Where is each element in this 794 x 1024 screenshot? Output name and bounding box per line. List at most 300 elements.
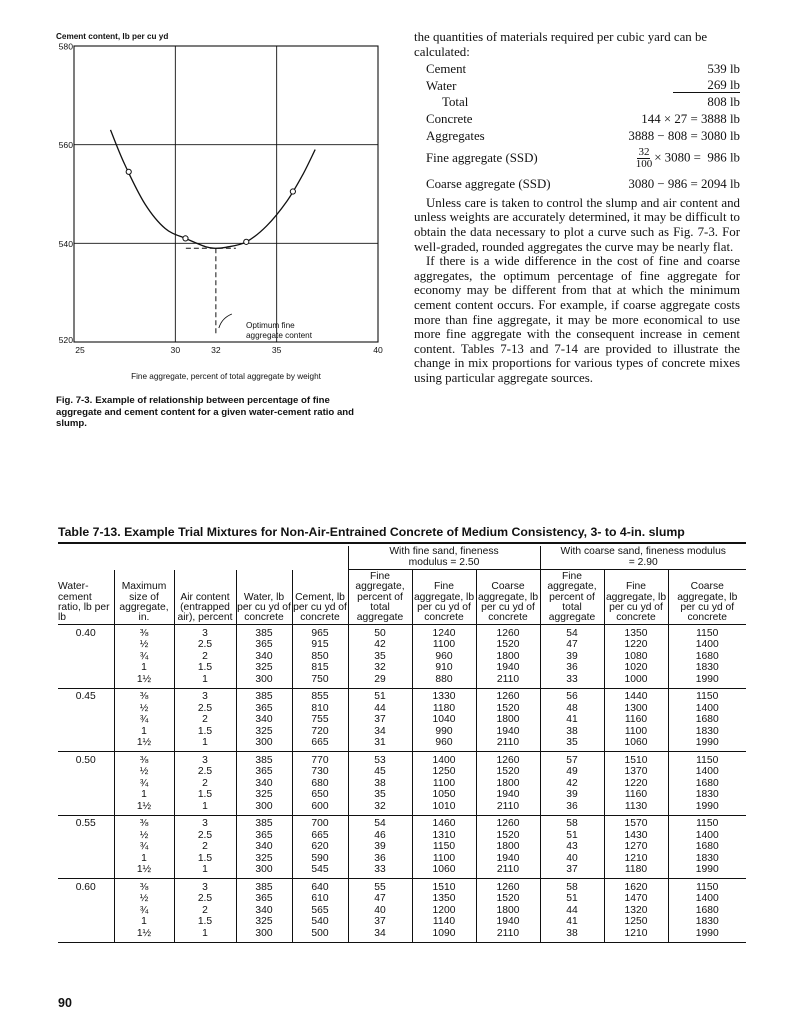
table-cell: 1310 (412, 829, 476, 841)
table-cell: 36 (540, 800, 604, 815)
table-cell: 325 (236, 662, 292, 674)
cell-water-cement-ratio (58, 829, 114, 841)
cell-water-cement-ratio: 0.50 (75, 754, 96, 766)
table-cell: 49 (540, 766, 604, 778)
cell-water-cement-ratio (58, 777, 114, 789)
table-row (58, 864, 746, 879)
table-cell: 34 (348, 725, 412, 737)
table-cell: 1 (114, 916, 174, 928)
x-tick-label: 35 (271, 345, 282, 355)
cell-water-cement-ratio (58, 916, 114, 928)
table-cell: 1½ (114, 673, 174, 688)
table-cell: 960 (412, 650, 476, 662)
table-cell: 665 (292, 829, 348, 841)
table-row (58, 688, 746, 702)
calc-value: 539 lb (707, 62, 740, 77)
table-cell: 325 (236, 916, 292, 928)
group-header-coarse-sand: With coarse sand, fineness modulus = 2.90 (540, 546, 746, 570)
plot-frame (74, 46, 378, 342)
table-cell: 1520 (476, 893, 540, 905)
calc-label: Total (442, 95, 469, 110)
table-cell: 1220 (604, 777, 668, 789)
table-row (58, 879, 746, 893)
y-tick-label: 520 (58, 335, 73, 345)
table-cell: 1160 (604, 789, 668, 801)
x-tick-label: 30 (170, 345, 181, 355)
table-cell: ¾ (114, 904, 174, 916)
table-cell: 365 (236, 766, 292, 778)
cement-content-chart (56, 30, 396, 390)
table-cell: 340 (236, 904, 292, 916)
page-number: 90 (58, 996, 72, 1010)
cell-water-cement-ratio: 0.60 (75, 881, 96, 893)
x-tick-label: 32 (211, 345, 221, 355)
table-cell: 51 (540, 829, 604, 841)
table-cell: 42 (540, 777, 604, 789)
x-tick-label: 25 (75, 345, 85, 355)
figure-caption-label: Fig. 7-3. (56, 395, 93, 406)
table-cell: 680 (292, 777, 348, 789)
calc-row-coarse-aggregate (414, 175, 740, 192)
table-cell: 3 (174, 688, 236, 702)
figure-caption-text: Example of relationship between percentage of fine aggregate and cement content for a given water-cement ratio and slump. (56, 395, 355, 430)
table-cell: 1370 (604, 766, 668, 778)
table-row (58, 777, 746, 789)
table-cell: 385 (236, 752, 292, 766)
table-cell: 755 (292, 714, 348, 726)
table-cell: 2110 (476, 800, 540, 815)
table-cell: ⅜ (114, 625, 174, 639)
table-cell: 34 (348, 927, 412, 942)
table-cell: 1400 (668, 702, 746, 714)
table-row (58, 904, 746, 916)
calc-row-aggregates (414, 127, 740, 144)
table-cell: 565 (292, 904, 348, 916)
table-cell: 300 (236, 927, 292, 942)
table-cell: ⅜ (114, 688, 174, 702)
calc-value: 3888 − 808 = 3080 lb (628, 128, 740, 143)
table-cell: 40 (540, 852, 604, 864)
col-header-fine-pct-fine-sand: Fine aggregate, percent of total aggregate (348, 570, 412, 625)
table-cell: 340 (236, 777, 292, 789)
table-cell: 32 (348, 800, 412, 815)
table-cell: 1250 (604, 916, 668, 928)
cell-water-cement-ratio (58, 800, 114, 815)
cell-water-cement-ratio (58, 904, 114, 916)
curve-marker (183, 236, 188, 241)
table-cell: 750 (292, 673, 348, 688)
table-cell: 42 (348, 639, 412, 651)
table-cell: 56 (540, 688, 604, 702)
table-cell: 730 (292, 766, 348, 778)
group-header-row (58, 546, 746, 570)
table-cell: 2 (174, 904, 236, 916)
table-cell: 3 (174, 879, 236, 893)
table-cell: 385 (236, 688, 292, 702)
calc-row-water (414, 77, 740, 94)
table-cell: 2.5 (174, 702, 236, 714)
table-row (58, 662, 746, 674)
table-cell: 500 (292, 927, 348, 942)
table-cell: 1150 (412, 841, 476, 853)
col-header-coarse-lb-fine-sand: Coarse aggregate, lb per cu yd of concrete (476, 570, 540, 625)
table-cell: 915 (292, 639, 348, 651)
table-row (58, 893, 746, 905)
calc-value: 144 × 27 = 3888 lb (641, 111, 740, 126)
table-cell: 770 (292, 752, 348, 766)
calc-value: 808 lb (707, 95, 740, 110)
table-cell: 1260 (476, 815, 540, 829)
table-cell: 1800 (476, 904, 540, 916)
table-cell: 1990 (668, 864, 746, 879)
table-cell: 300 (236, 673, 292, 688)
table-cell: 1260 (476, 625, 540, 639)
table-cell: 1010 (412, 800, 476, 815)
table-cell: 590 (292, 852, 348, 864)
fraction-numerator: 32 (638, 145, 650, 158)
table-cell: 1060 (604, 737, 668, 752)
table-cell: 1990 (668, 673, 746, 688)
table-cell: 1680 (668, 841, 746, 853)
table-cell: 1990 (668, 800, 746, 815)
optimum-annotation-line-1: Optimum fine (246, 321, 295, 330)
table-cell: 2110 (476, 673, 540, 688)
cell-water-cement-ratio: 0.55 (75, 818, 96, 829)
cell-water-cement-ratio (58, 673, 114, 688)
cell-water-cement-ratio (58, 650, 114, 662)
table-cell: 325 (236, 789, 292, 801)
table-cell: 1510 (412, 879, 476, 893)
table-row (58, 650, 746, 662)
table-cell: ½ (114, 702, 174, 714)
table-cell: 1.5 (174, 916, 236, 928)
table-cell: 35 (540, 737, 604, 752)
figure-7-3 (56, 30, 396, 390)
table-cell: 365 (236, 893, 292, 905)
table-cell: 54 (348, 815, 412, 829)
y-tick-label: 540 (58, 238, 73, 249)
table-cell: 1680 (668, 904, 746, 916)
curve-marker (126, 169, 131, 174)
fraction (636, 147, 653, 170)
table-cell: 850 (292, 650, 348, 662)
table-cell: 1 (174, 673, 236, 688)
table-cell: 1240 (412, 625, 476, 639)
table-cell: 1150 (668, 625, 746, 639)
table-cell: 29 (348, 673, 412, 688)
table-cell: 1520 (476, 829, 540, 841)
table-cell: ½ (114, 893, 174, 905)
table-cell: 1320 (604, 904, 668, 916)
table-cell: 1 (114, 789, 174, 801)
y-axis-title: Cement content, lb per cu yd (56, 32, 169, 41)
table-cell: 1460 (412, 815, 476, 829)
table-cell: ¾ (114, 650, 174, 662)
table-cell: 720 (292, 725, 348, 737)
table-cell: 2.5 (174, 829, 236, 841)
table-cell: 54 (540, 625, 604, 639)
table-cell: 1940 (476, 662, 540, 674)
table-row (58, 829, 746, 841)
table-cell: 51 (348, 688, 412, 702)
intro-text: the quantities of materials required per cubic yard can be calculated: (414, 30, 708, 59)
table-cell: 910 (412, 662, 476, 674)
right-column (414, 30, 740, 385)
table-cell: 340 (236, 650, 292, 662)
table-cell: 1210 (604, 927, 668, 942)
table-cell: 340 (236, 714, 292, 726)
table-cell: 2 (174, 777, 236, 789)
table-cell: ½ (114, 766, 174, 778)
cell-water-cement-ratio (58, 639, 114, 651)
table-cell: 55 (348, 879, 412, 893)
table-cell: 1260 (476, 688, 540, 702)
table-cell: 545 (292, 864, 348, 879)
table-cell: 325 (236, 725, 292, 737)
cell-water-cement-ratio (58, 737, 114, 752)
group-header-fine-sand: With fine sand, fineness modulus = 2.50 (348, 546, 540, 570)
curve-marker (290, 189, 295, 194)
table-cell: 1140 (412, 916, 476, 928)
table-cell: 1400 (668, 639, 746, 651)
table-cell: ⅜ (114, 752, 174, 766)
cell-water-cement-ratio (58, 766, 114, 778)
table-cell: 31 (348, 737, 412, 752)
table-cell: 1800 (476, 777, 540, 789)
table-cell: 33 (348, 864, 412, 879)
table-cell: 1300 (604, 702, 668, 714)
table-cell: 58 (540, 879, 604, 893)
cell-water-cement-ratio: 0.45 (75, 691, 96, 702)
table-cell: 1350 (604, 625, 668, 639)
table-cell: 1.5 (174, 789, 236, 801)
table-cell: 1040 (412, 714, 476, 726)
table-cell: 35 (348, 789, 412, 801)
table-cell: 51 (540, 893, 604, 905)
table-row (58, 702, 746, 714)
table-cell: 3 (174, 752, 236, 766)
x-axis-title: Fine aggregate, percent of total aggregate by weight (131, 372, 321, 381)
table-cell: 1940 (476, 852, 540, 864)
table-cell: 39 (540, 789, 604, 801)
cell-water-cement-ratio (58, 893, 114, 905)
calc-value: × 3080 = 986 lb (654, 150, 740, 165)
table-cell: 1940 (476, 789, 540, 801)
table-row (58, 789, 746, 801)
table-cell: 1510 (604, 752, 668, 766)
table-cell: 1200 (412, 904, 476, 916)
curve-markers (126, 169, 295, 244)
table-row (58, 852, 746, 864)
table-cell: 1100 (412, 639, 476, 651)
table-cell: 1180 (412, 702, 476, 714)
table-cell: 1 (174, 927, 236, 942)
table-cell: 340 (236, 841, 292, 853)
table-cell: 810 (292, 702, 348, 714)
table-cell: 50 (348, 625, 412, 639)
table-row (58, 625, 746, 639)
table-cell: 1050 (412, 789, 476, 801)
table-cell: 855 (292, 688, 348, 702)
optimum-marker (186, 248, 236, 336)
table-cell: 1250 (412, 766, 476, 778)
table-cell: 1990 (668, 927, 746, 942)
col-header-wcr: Water-cement ratio, lb per lb (58, 570, 114, 625)
table-cell: 36 (540, 662, 604, 674)
table-cell: 880 (412, 673, 476, 688)
figure-caption (56, 395, 376, 430)
table-cell: 48 (540, 702, 604, 714)
table-cell: 47 (348, 893, 412, 905)
table-cell: 1400 (668, 766, 746, 778)
table-cell: 32 (348, 662, 412, 674)
table-cell: 1090 (412, 927, 476, 942)
table-cell: 1180 (604, 864, 668, 879)
table-cell: 1470 (604, 893, 668, 905)
table-cell: 665 (292, 737, 348, 752)
calc-label: Aggregates (426, 128, 485, 143)
table-cell: 1260 (476, 752, 540, 766)
table-cell: ½ (114, 639, 174, 651)
cell-water-cement-ratio (58, 662, 114, 674)
table-cell: 36 (348, 852, 412, 864)
cell-water-cement-ratio (58, 714, 114, 726)
table-body (58, 625, 746, 943)
table-row (58, 927, 746, 942)
table-cell: 1150 (668, 688, 746, 702)
calc-label: Fine aggregate (SSD) (426, 150, 538, 165)
table-cell: 2110 (476, 864, 540, 879)
table-cell: 540 (292, 916, 348, 928)
table-cell: 610 (292, 893, 348, 905)
table-cell: 1270 (604, 841, 668, 853)
table-cell: 1350 (412, 893, 476, 905)
table-cell: 1520 (476, 766, 540, 778)
table-cell: 385 (236, 625, 292, 639)
table-cell: 325 (236, 852, 292, 864)
table-cell: 600 (292, 800, 348, 815)
table-row (58, 766, 746, 778)
table-cell: 700 (292, 815, 348, 829)
calc-value: 269 lb (673, 78, 740, 94)
table-cell: 1520 (476, 639, 540, 651)
table-cell: 1½ (114, 800, 174, 815)
table-cell: 1800 (476, 714, 540, 726)
calc-label: Coarse aggregate (SSD) (426, 177, 551, 192)
optimum-leader-line (219, 314, 232, 328)
cement-content-curve (111, 130, 316, 248)
cell-water-cement-ratio: 0.40 (75, 627, 96, 639)
table-cell: 2 (174, 714, 236, 726)
table-7-13 (58, 542, 746, 943)
table-cell: 2110 (476, 927, 540, 942)
table-cell: 38 (540, 927, 604, 942)
table-cell: 43 (540, 841, 604, 853)
table-cell: 2110 (476, 737, 540, 752)
table-cell: 1430 (604, 829, 668, 841)
table-cell: 1800 (476, 650, 540, 662)
cell-water-cement-ratio (58, 852, 114, 864)
table-cell: 44 (540, 904, 604, 916)
table-cell: 41 (540, 714, 604, 726)
table-cell: 1830 (668, 916, 746, 928)
table-cell: 1440 (604, 688, 668, 702)
calc-row-total (414, 93, 740, 110)
table-cell: 1830 (668, 662, 746, 674)
table-cell: 1½ (114, 927, 174, 942)
table-cell: 58 (540, 815, 604, 829)
table-cell: 1150 (668, 752, 746, 766)
table-cell: 3 (174, 625, 236, 639)
table-cell: ½ (114, 829, 174, 841)
cell-water-cement-ratio (58, 702, 114, 714)
table-cell: 650 (292, 789, 348, 801)
table-cell: 40 (348, 904, 412, 916)
table-cell: 2 (174, 841, 236, 853)
col-header-coarse-lb-coarse-sand: Coarse aggregate, lb per cu yd of concrete (668, 570, 746, 625)
table-cell: 365 (236, 702, 292, 714)
table-cell: 46 (348, 829, 412, 841)
table-cell: 1100 (604, 725, 668, 737)
table-cell: 620 (292, 841, 348, 853)
calculation-block (414, 60, 740, 192)
table-cell: 365 (236, 829, 292, 841)
body-paragraph-1: Unless care is taken to control the slump and air content and unless weights are accurately determined, it may be difficult to obtain the data necessary to plot a curve such as Fig. 7-3. For well-graded, rounded aggregates the curve may be nearly flat. (414, 195, 740, 254)
table-cell: 1 (174, 864, 236, 879)
table-row (58, 714, 746, 726)
table-row (58, 673, 746, 688)
table-cell: 1½ (114, 864, 174, 879)
table-cell: 300 (236, 864, 292, 879)
table-title: Table 7-13. Example Trial Mixtures for Non-Air-Entrained Concrete of Medium Consistency, 3- to 4-in. slump (58, 525, 685, 539)
table-cell: 1520 (476, 702, 540, 714)
table-cell: 44 (348, 702, 412, 714)
table-cell: 47 (540, 639, 604, 651)
table-cell: ¾ (114, 777, 174, 789)
table-row (58, 800, 746, 815)
table-cell: 1400 (412, 752, 476, 766)
table-cell: 57 (540, 752, 604, 766)
table-cell: 3 (174, 815, 236, 829)
calc-label: Concrete (426, 111, 473, 126)
calc-label: Water (426, 78, 457, 93)
optimum-annotation-line-2: aggregate content (246, 331, 313, 340)
table-cell: 990 (412, 725, 476, 737)
cell-water-cement-ratio (58, 841, 114, 853)
table-cell: 1½ (114, 737, 174, 752)
table-cell: 1.5 (174, 662, 236, 674)
table-cell: 1150 (668, 815, 746, 829)
table-cell: 365 (236, 639, 292, 651)
table-cell: 1680 (668, 714, 746, 726)
table-cell: ⅜ (114, 815, 174, 829)
table-cell: 1210 (604, 852, 668, 864)
table-row (58, 815, 746, 829)
table-cell: 2 (174, 650, 236, 662)
col-header-max-size: Maximum size of aggregate, in. (114, 570, 174, 625)
table-cell: ¾ (114, 841, 174, 853)
table-cell: 1 (114, 662, 174, 674)
table-cell: 1080 (604, 650, 668, 662)
col-header-water: Water, lb per cu yd of concrete (236, 570, 292, 625)
table-cell: 1150 (668, 879, 746, 893)
table-row (58, 725, 746, 737)
table-cell: 41 (540, 916, 604, 928)
cell-water-cement-ratio (58, 725, 114, 737)
trial-mixtures-table (58, 542, 746, 943)
table-row (58, 841, 746, 853)
table-cell: 1060 (412, 864, 476, 879)
